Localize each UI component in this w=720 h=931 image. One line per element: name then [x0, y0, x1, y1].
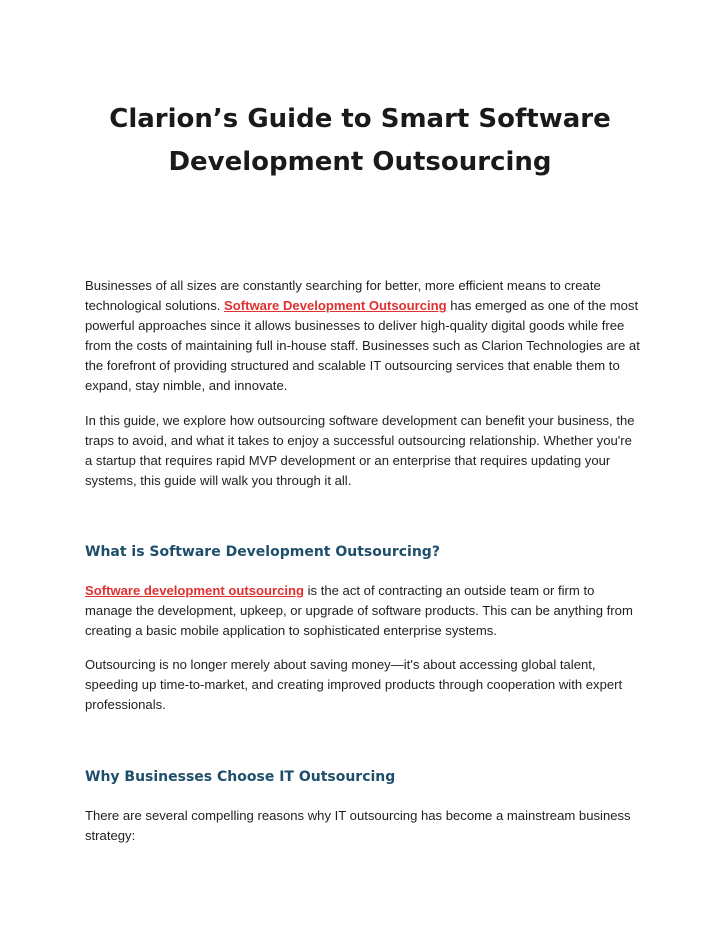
- software-development-outsourcing-link[interactable]: Software Development Outsourcing: [224, 298, 447, 313]
- section-heading-what-is: What is Software Development Outsourcing?: [85, 544, 440, 560]
- section1-p1-text-after: is the act of contracting an outside team or firm to manage the development, upkeep, or upgrade of software products. This can be anything from creating a basic mobile application to sophisticated enterprise systems.: [85, 583, 633, 638]
- title-line-2: Development Outsourcing: [168, 147, 552, 177]
- section-what-is-heading-block: [85, 542, 641, 562]
- section-what-is-paragraph-2: Outsourcing is no longer merely about saving money—it's about accessing global talent, speeding up time-to-market, and creating improved products through cooperation with expert professionals.: [85, 657, 623, 712]
- section-why-paragraph-1: There are several compelling reasons why IT outsourcing has become a mainstream business strategy:: [85, 808, 631, 843]
- section-why-paragraph-1-block: [85, 806, 641, 846]
- section-why-heading-block: [85, 767, 641, 787]
- intro-paragraph-1-block: [85, 276, 641, 396]
- intro-paragraph-2: In this guide, we explore how outsourcing software development can benefit your business, the traps to avoid, and what it takes to enjoy a successful outsourcing relationship. Whether you're a startup that requires rapid MVP development or an enterprise that requires updating your systems, this guide will walk you through it all.: [85, 413, 635, 488]
- intro-p1-text-after: has emerged as one of the most powerful approaches since it allows businesses to deliver high-quality digital goods while free from the costs of maintaining full in-house staff. Businesses such as Clarion Technologies are at the forefront of providing structured and scalable IT outsourcing services that enable them to expand, stay nimble, and innovate.: [85, 298, 640, 393]
- page-title: [0, 98, 720, 184]
- section-heading-why-choose: Why Businesses Choose IT Outsourcing: [85, 769, 396, 785]
- section-what-is-paragraph-2-block: [85, 655, 641, 715]
- intro-paragraph-2-block: [85, 411, 641, 491]
- title-line-1: Clarion’s Guide to Smart Software: [109, 104, 611, 134]
- intro-paragraph-1: [85, 276, 641, 396]
- software-development-outsourcing-inline-link[interactable]: Software development outsourcing: [85, 583, 304, 598]
- section-what-is-paragraph-1-block: [85, 581, 641, 641]
- intro-p1-text-before: Businesses of all sizes are constantly searching for better, more efficient means to create technological solutions.: [85, 278, 601, 313]
- section-what-is-paragraph-1: [85, 581, 641, 641]
